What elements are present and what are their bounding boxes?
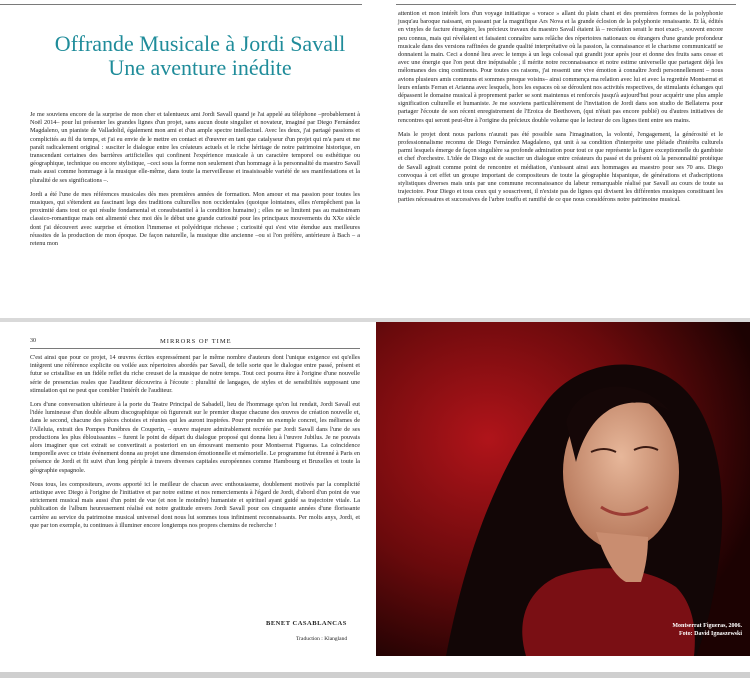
right-column: [398, 10, 723, 211]
paragraph: C'est ainsi que pour ce projet, 14 œuvres écrites expressément par le même nombre d'auteurs dont l'unique exigence est qu'elles intègrent une référence explicite ou voilée aux répertoires abordés par Savall, de telle sorte que le dialogue entre passé, présent et futur se cristallise en un fidèle reflet du riche creuset de la musique de notre temps. Tout ceci pourra être à l'origine d'une nouvelle série de presencias reales que l'auditeur découvrira à l'écoute : pluralité de langages, de styles et de sensibilités supposant une stimulation qui ne peut que combler l'intérêt de l'auditeur.: [30, 354, 360, 394]
title-line-2: Une aventure inédite: [108, 55, 292, 80]
paragraph: attention et mon intérêt lors d'un voyage initiatique « vorace » allant du plain chant et des premières formes de la polyphonie jusqu'au baroque naissant, en passant par la magnifique Ars Nova et la grande éclosion de la polyphonie renaissante. Et là, édités en vinyles de facture étrangère, les précieux travaux du maestro Savall étaient là – recréation serait le mot exact–, souvent encore peu connus, mais qui révélaient et faisaient connaître sans relâche des répertoires nationaux ou étrangers d'une grande profondeur musicale dans des versions raffinées de grande qualité interprétative où la passion, la connaissance et le charisme communicatif se donnaient la main. Ceci a donné lieu avec le temps à un legs colossal qui grandit jour après jour et donne des fruits sans cesse et avec une énergie que l'on peut dire inépuisable ; il mérite notre reconnaissance et notre estime universelle que partagent déjà les mélomanes des cinq continents. Pour toutes ces raisons, j'ai ressenti une vive émotion à connaître Jordi personnellement – nous avions plusieurs amis communs et sommes presque voisins– ainsi commença ma relation avec lui et avec la regrettée Montserrat et leurs enfants Ferran et Arianna avec lesquels, hors les espaces où se déroulent nos activités respectives, de stimulants échanges qui dépassent le domaine musical à proprement parler se sont maintenus et renforcés jusqu'à aujourd'hui pour acquérir une plus ample signification culturelle et humaniste. Je me souviens particulièrement de l'invitation de Jordi dans son studio de Bellaterra pour partager l'écoute de son récent enregistrement de l'Eroica de Beethoven, (qui n'était pas encore publié) ou d'autres initiatives de rencontres qui seront peut-être à l'origine du précieux double volume que le lecteur de ces lignes tient entre ses mains.: [398, 10, 723, 124]
paragraph: Lors d'une conversation ultérieure à la porte du Teatre Principal de Sabadell, lieu de l'hommage qu'on lui rendait, Jordi Savall eut l'idée lumineuse d'un double album discographique où figurerait sur le premier disque chacune des œuvres de création nouvelle et, dans le second, chacune des pièces choisies et réunies qui les auront inspirées. Pour prendre un exemple concret, les mélismes de l'Alleluia, extrait des Pompes Funèbres de Couperin, – œuvre majeure admirablement recréée par Jordi Savall dans l'une de ses productions les plus éblouissantes – furent le point de départ du dialogue proposé qui donna lieu à l'œuvre Jubilus. Je ne pouvais alors imaginer que cet extrait se convertirait a posteriori en un émouvant memento pour Montserrat Figueras. La coïncidence temporelle avec ce triste événement donna au projet une dimension émotionnelle et mémorielle. Le programme fut étrenné à Paris en présence de Jordi et fit suivi d'un long périple à travers diverses capitales européennes comme Hambourg et Bruxelles et toute la géographie espagnole.: [30, 401, 360, 474]
page-number: 30: [30, 338, 36, 344]
caption-title: Montserrat Figueras, 2006.: [672, 623, 742, 629]
left-column: [30, 111, 360, 254]
title-line-1: Offrande Musicale à Jordi Savall: [54, 31, 346, 56]
author-signature: BENET CASABLANCAS: [266, 620, 347, 627]
caption-credit: Foto: David Ignaszewski: [678, 631, 742, 637]
paragraph: Nous tous, les compositeurs, avons apporté ici le meilleur de chacun avec enthousiasme, doublement motivés par la complicité artistique avec Diego à l'origine de l'initiative et par notre estime et nos remerciements à l'égard de Jordi, d'abord d'un point de vue strictement musical mais aussi d'un point de vue (et non le moindre) humaniste et spirituel ayant guidé sa trajectoire vitale. La publication de l'album heureusement réalisé est notre gratitude envers Jordi Savall pour ces cinquante années d'une florissante carrière au service du patrimoine musical universel dont nous lui sommes tous infiniment reconnaissants. Per molts anys, Jordi, et que par ton exemple, tu continues à illuminer encore longtemps nos propres chemins de recherche !: [30, 480, 360, 529]
bottom-column: [30, 354, 360, 536]
article-title: [40, 32, 360, 80]
photo-caption: [672, 622, 742, 638]
top-right-rule: [396, 4, 736, 5]
paragraph: Je me souviens encore de la surprise de mon cher et talentueux ami Jordi Savall quand je l'ai appelé au téléphone –probablement à Noël 2014– pour lui présenter les grandes lignes d'un projet, sans aucun doute singulier et novateur, imaginé par Diego Fernández Magdaleno, un pianiste de Valladolid, également mon ami et d'un ample spectre intellectuel. Avec les deux, j'ai partagé passions et complicités au fil du temps, et j'ai eu envie de le mettre en contact et d'œuvrer en tant que catalyseur d'un projet qui m'a paru et me paraît radicalement original : susciter le dialogue entre les créateurs actuels et le riche héritage de notre patrimoine historique, en transcendant certaines des barrières artificielles qui confinent l'expérience musicale à un caractère temporel ou esthétique ou géographique, technique ou encore stylistique, –ceci sous la forme non seulement d'un hommage à la personnalité du maestro Savall mais aussi comme hommage à la musique elle-même, dans toute la merveilleuse et insaisissable variété de ses manifestations et la pluralité de ses significations –.: [30, 111, 360, 184]
header-rule: [30, 348, 360, 349]
portrait-illustration: [376, 322, 750, 656]
top-left-rule: [0, 4, 362, 5]
translation-credit: Traduction : Klangland: [296, 636, 348, 642]
bottom-margin: [0, 672, 750, 678]
running-head: MIRRORS OF TIME: [160, 338, 232, 345]
bottom-spread: [0, 322, 750, 678]
portrait-photo: [376, 322, 750, 656]
paragraph: Mais le projet dont nous parlons n'aurait pas été possible sans l'imagination, la volonté, l'engagement, la générosité et le professionnalisme reconnu de Diego Fernández Magdaleno, qui unit à sa condition d'interprète une pléiade d'intérêts culturels parmi lesquels émerge de façon singulière sa profonde admiration pour tout ce que représente la figure exceptionnelle du gambiste et chef d'orchestre. L'idée de Diego est de susciter un dialogue entre créateurs du passé et du présent où la personnalité protéique de Savall agirait comme point de rencontre et médiation, s'unissant ainsi aux hommages au maestro pour ses 70 ans. Diego convoqua à cet effet un groupe important de compositeurs de toute la géographie hispanique, de générations et d'adscriptions stylistiques diverses mais unis par une commune reconnaissance du labeur remarquable réalisé par Savall au cours de toute sa trajectoire. Pour Diego et tous ceux qui y souscrivent, il n'existe pas de lignes qui divisent les différentes musiques constituant les parties nécessaires et successives de l'arbre touffu et ramifié de ce que nous considérons notre patrimoine musical.: [398, 130, 723, 204]
paragraph: Jordi a été l'une de mes références musicales dès mes premières années de formation. Mon amour et ma passion pour toutes les musiques, qui s'étendent au fascinant legs des traditions culturelles non occidentales (quoique lointaines, elles n'empêchent pas la proximité dans tout ce qui résulte fondamental et consubstantiel à la condition humaine) ; elles ne se limitent pas au mainstream classico-romantique mais ont alimenté chez moi dès le début une grande curiosité pour les principaux mouvements du XXe siècle dont j'ai découvert avec surprise et émotion l'immense et polyédrique richesse ; curiosité qui s'est vite étendue aux meilleures réussites de la production de mon époque. De façon naturelle, la musique dite ancienne –ou si l'on préfère, antérieure à Bach – a retenu mon: [30, 190, 360, 248]
top-spread: [0, 0, 750, 318]
